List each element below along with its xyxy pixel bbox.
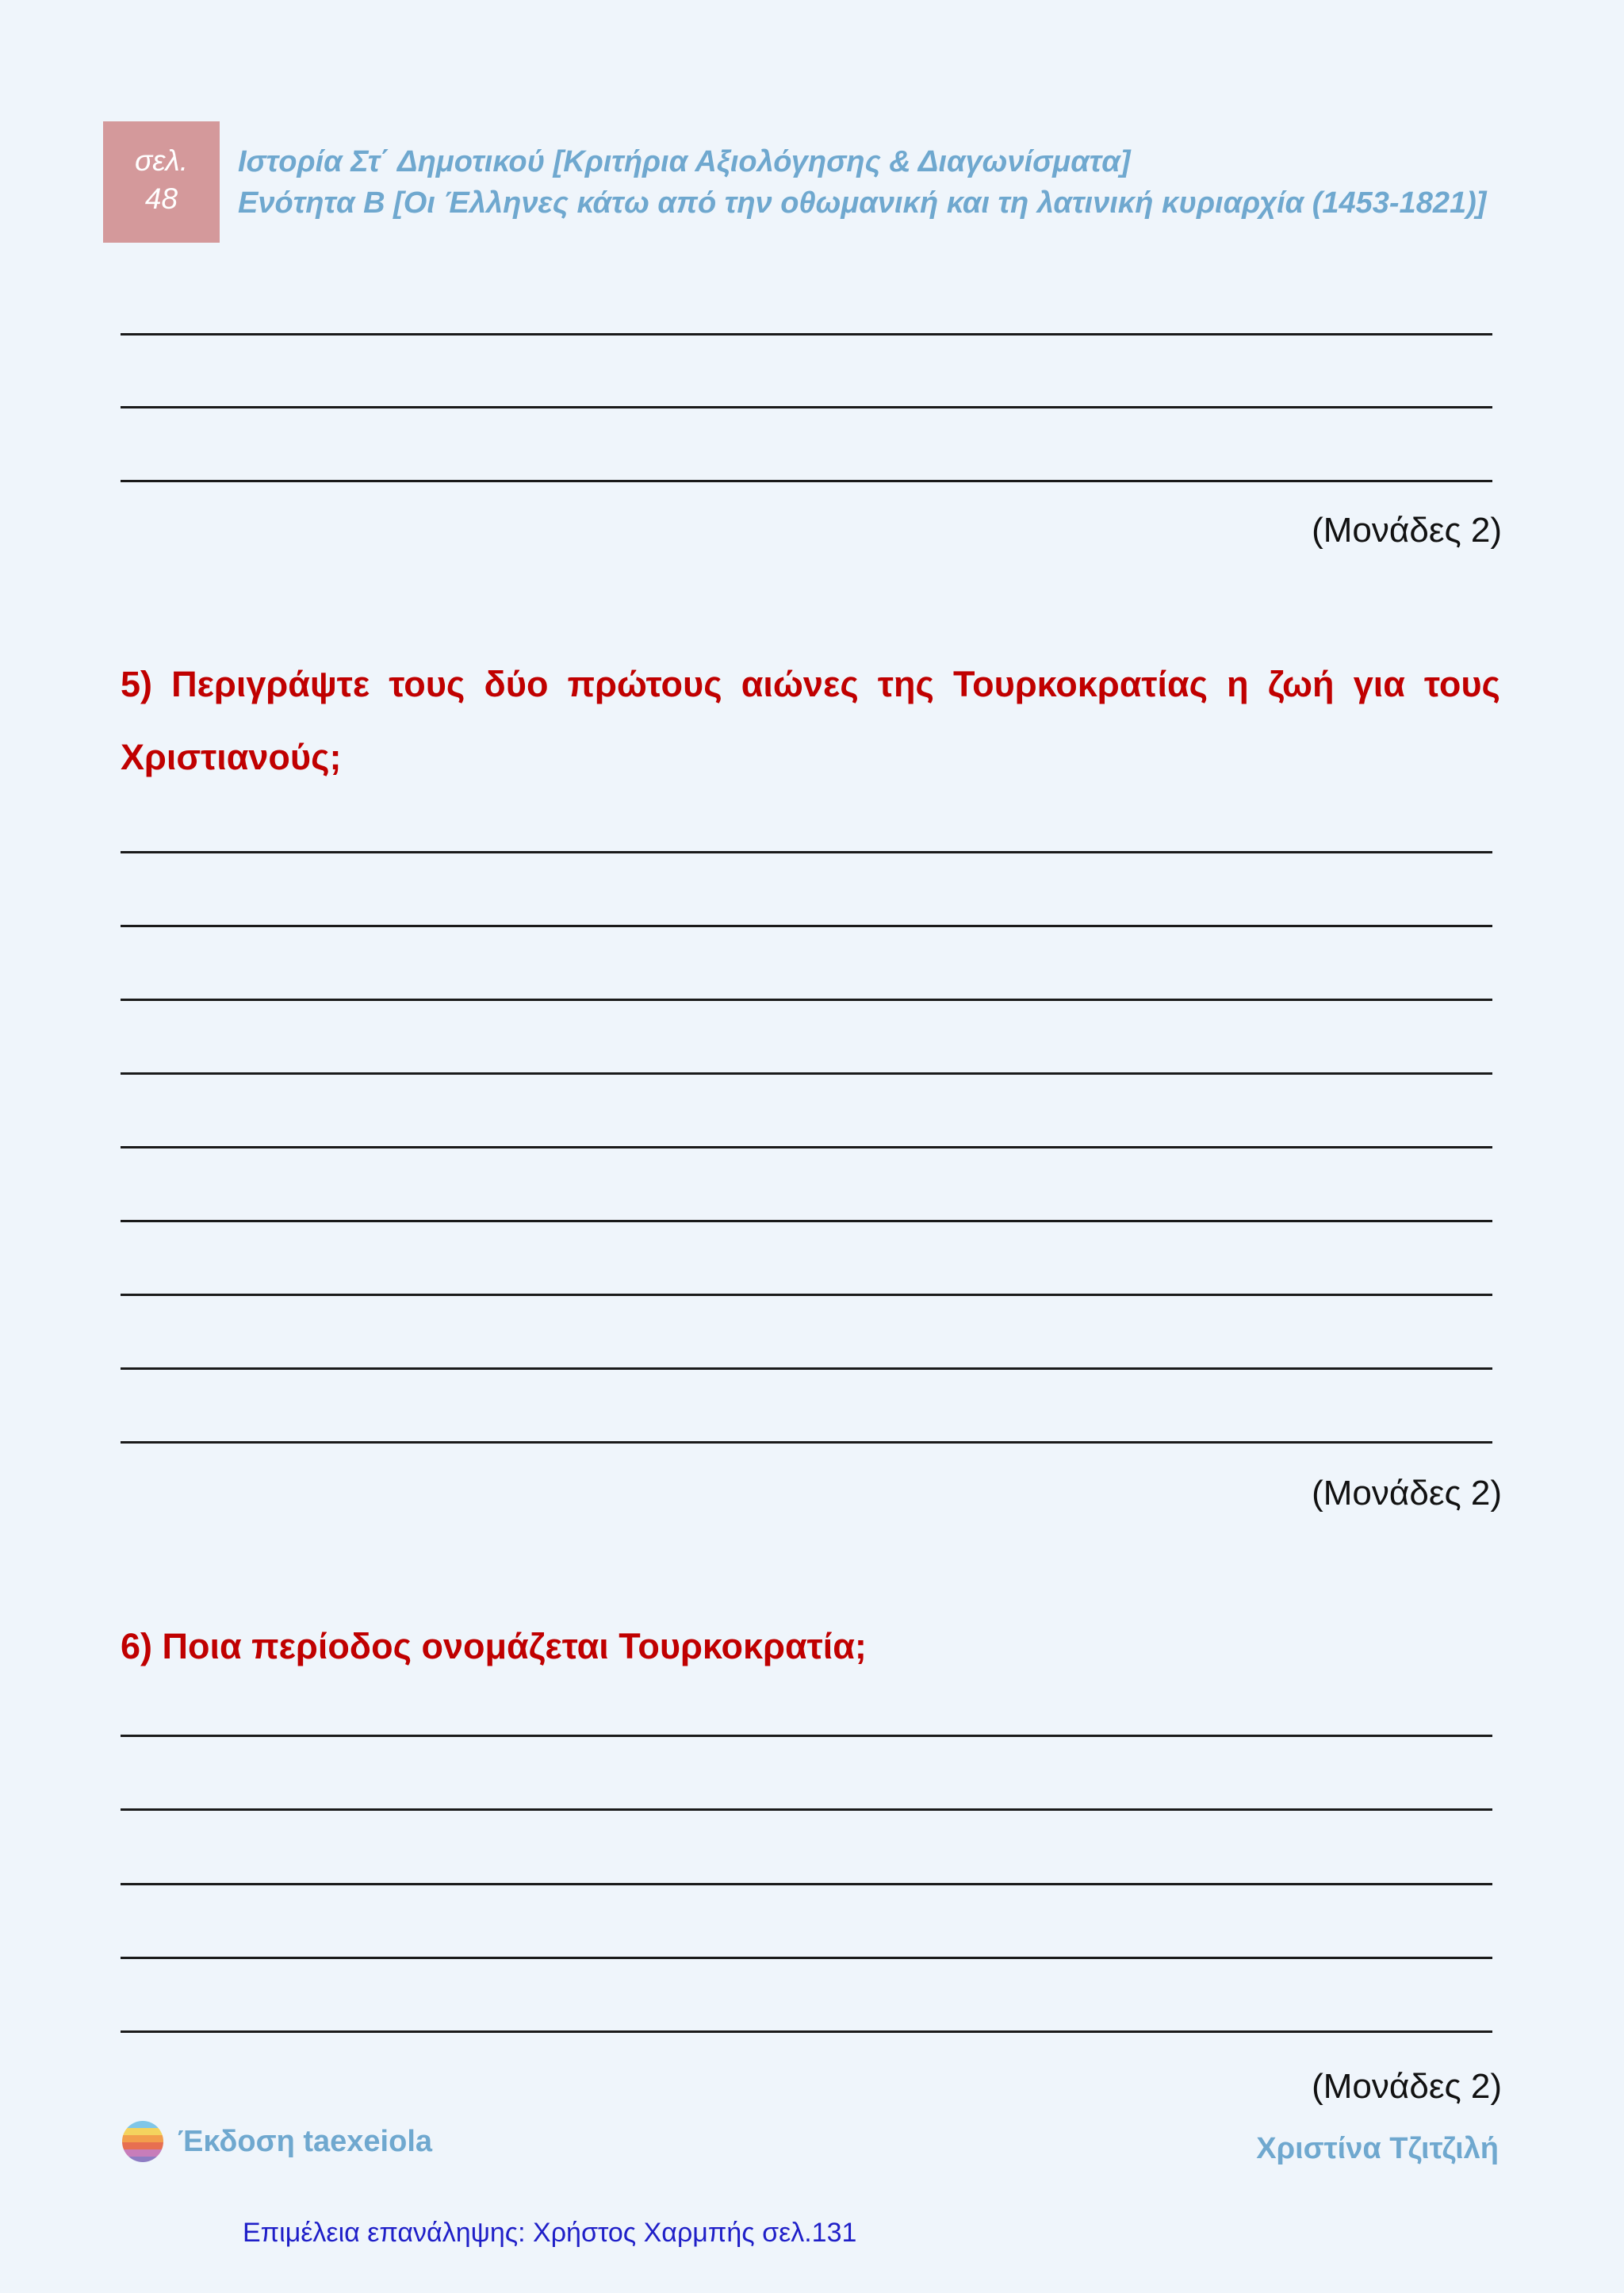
question-5-word: 5) (121, 664, 153, 704)
answer-line[interactable] (121, 1957, 1492, 1959)
question-5-line-1 (121, 648, 1500, 721)
question-6: 6) Ποια περίοδος ονομάζεται Τουρκοκρατία; (121, 1626, 867, 1666)
question-5-word: αιώνες (741, 664, 859, 704)
answer-line[interactable] (121, 1220, 1492, 1222)
question-5-word: Τουρκοκρατίας (953, 664, 1208, 704)
question-5-word: της (877, 664, 934, 704)
answer-line[interactable] (121, 1883, 1492, 1885)
page-label: σελ. (134, 144, 189, 177)
question-5 (121, 648, 1500, 794)
question-5-word: τους (389, 664, 465, 704)
question-5-word: τους (1424, 664, 1500, 704)
question-5-word: η (1227, 664, 1249, 704)
answer-line[interactable] (121, 2030, 1492, 2033)
header-subtitle: Ενότητα Β [Οι Έλληνες κάτω από την οθωμανική και τη λατινική κυριαρχία (1453-1821)] (238, 186, 1487, 220)
publisher-name: Έκδοση taexeiola (178, 2124, 433, 2158)
author-name: Χριστίνα Τζιτζιλή (1256, 2132, 1499, 2165)
answer-line[interactable] (121, 1072, 1492, 1075)
answer-line[interactable] (121, 1146, 1492, 1148)
page-number-badge (103, 121, 220, 243)
answer-line[interactable] (121, 1441, 1492, 1444)
answer-line[interactable] (121, 406, 1492, 408)
answer-line[interactable] (121, 1367, 1492, 1370)
answer-line[interactable] (121, 333, 1492, 336)
question-5-word: δύο (484, 664, 549, 704)
publisher-brand (121, 2119, 432, 2164)
answer-line[interactable] (121, 1294, 1492, 1296)
question-5-word: Περιγράψτε (171, 664, 370, 704)
publisher-logo-icon (121, 2119, 165, 2164)
answer-line[interactable] (121, 851, 1492, 853)
units-label: (Μονάδες 2) (1312, 2067, 1502, 2106)
answer-line[interactable] (121, 480, 1492, 482)
units-label: (Μονάδες 2) (1312, 1474, 1502, 1513)
answer-line[interactable] (121, 1808, 1492, 1811)
running-header (238, 141, 1486, 224)
header-title: Ιστορία Στ΄ Δημοτικού [Κριτήρια Αξιολόγησης & Διαγωνίσματα] (238, 145, 1131, 178)
answer-line[interactable] (121, 925, 1492, 927)
units-label: (Μονάδες 2) (1312, 511, 1502, 550)
page-number: 48 (144, 182, 178, 215)
footer-note: Επιμέλεια επανάληψης: Χρήστος Χαρμπής σελ.131 (243, 2218, 857, 2248)
question-5-word: για (1353, 664, 1405, 704)
question-5-word: πρώτους (567, 664, 722, 704)
answer-line[interactable] (121, 999, 1492, 1001)
question-5-line-2: Χριστιανούς; (121, 737, 342, 777)
question-5-word: ζωή (1267, 664, 1335, 704)
answer-line[interactable] (121, 1735, 1492, 1737)
